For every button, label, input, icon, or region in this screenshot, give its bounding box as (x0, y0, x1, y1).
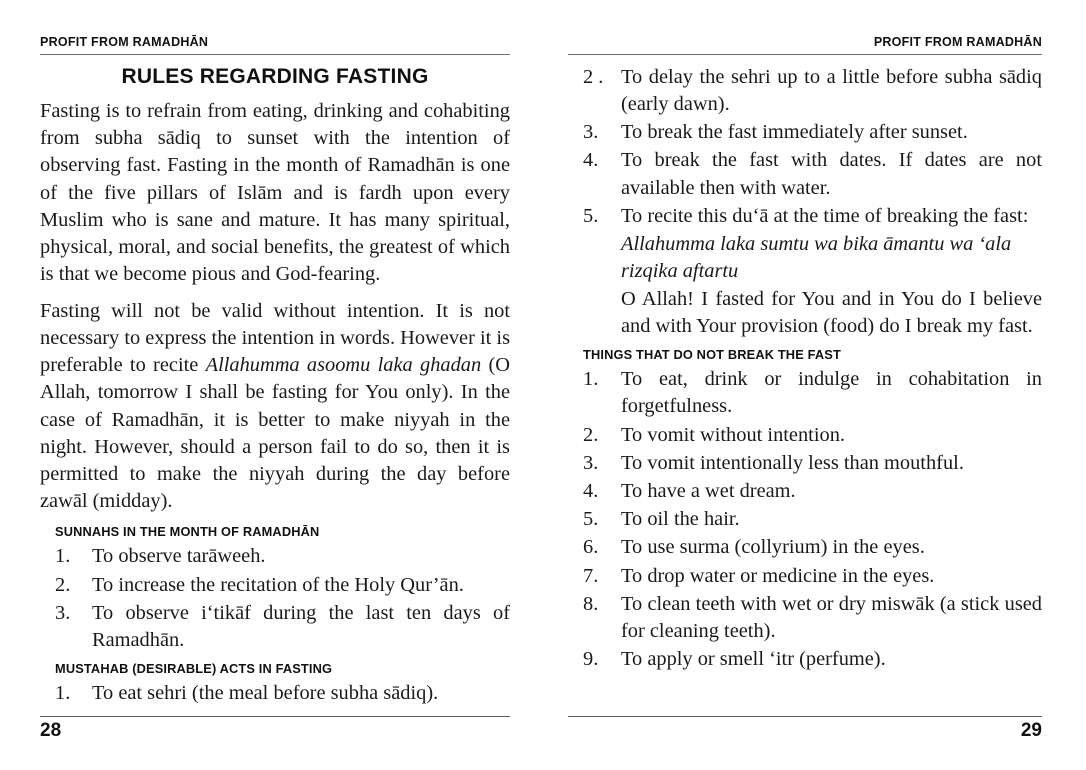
list-item-text: To drop water or medicine in the eyes. (621, 564, 935, 587)
list-item-text: To increase the recitation of the Holy Qur’ān. (92, 573, 464, 596)
sunnahs-list (40, 543, 510, 654)
right-page-number: 29 (1020, 720, 1042, 742)
list-item-text: To break the fast immediately after sunset. (621, 121, 968, 144)
subheading-mustahab: MUSTAHAB (DESIRABLE) ACTS IN FASTING (55, 661, 333, 677)
list-item-number: 3. (55, 601, 71, 624)
list-item-text: To apply or smell ‘itr (perfume). (621, 648, 886, 671)
list-item-number: 5. (583, 204, 599, 227)
list-item-text: To break the fast with dates. If dates are not available then with water. (621, 149, 1042, 199)
list-item-text: To observe i‘tikāf during the last ten days of Ramadhān. (92, 601, 510, 652)
list-item (568, 506, 1042, 533)
list-item-number: 4. (583, 149, 599, 172)
list-item (40, 572, 510, 599)
paragraph-1: Fasting is to refrain from eating, drinking and cohabiting from subha sādiq to sunset with the intention of observing fast. Fasting in the month of Ramadhān is one of the five pillars of Islām and is fardh upon every Muslim who is sane and mature. It has many spiritual, physical, moral, and social benefits, the greatest of which is that we become pious and God-fearing. (40, 99, 510, 286)
list-item-text: To eat, drink or indulge in cohabitation in forgetfulness. (621, 368, 1042, 418)
list-item-number: 1. (55, 545, 71, 568)
dua-block (621, 231, 1042, 340)
list-item-text: To vomit without intention. (621, 423, 845, 446)
list-item-text: To clean teeth with wet or dry miswāk (a stick used for cleaning teeth). (621, 592, 1042, 643)
things-that-do-not-break-fast-list (568, 366, 1042, 674)
dua-transliteration: Allahumma laka sumtu wa bika āmantu wa ‘ala rizqika aftartu (621, 233, 1012, 283)
list-item-text: To oil the hair. (621, 508, 740, 531)
list-item-text: To eat sehri (the meal before subha sādiq). (92, 682, 439, 705)
list-item (568, 646, 1042, 673)
list-item-text: To delay the sehri up to a little before subha sādiq (early dawn). (621, 65, 1042, 115)
list-item-number: 5. (583, 508, 599, 531)
list-item-number: 2 . (583, 65, 604, 88)
list-item-text: To use surma (collyrium) in the eyes. (621, 536, 925, 559)
list-item-number: 1. (583, 368, 599, 391)
left-column-body (40, 55, 510, 716)
list-item-number: 3. (583, 451, 599, 474)
list-item-number: 2. (583, 423, 599, 446)
chapter-title: RULES REGARDING FASTING (121, 64, 429, 88)
list-item-number: 3. (583, 121, 599, 144)
list-item (40, 680, 510, 707)
paragraph-2 (40, 298, 510, 516)
paragraph-2-before-italic: Fasting will not be valid without intention. It is not necessary to express the intention in words. However it is preferable to recite (40, 299, 511, 377)
right-footer-rule (568, 716, 1042, 717)
right-page (543, 0, 1086, 770)
list-item-number: 9. (583, 648, 599, 671)
list-item-number: 7. (583, 564, 599, 587)
list-item-text: To have a wet dream. (621, 480, 796, 503)
list-item-number: 6. (583, 536, 599, 559)
list-item-number: 2. (55, 573, 71, 596)
list-item (568, 119, 1042, 146)
list-item (568, 478, 1042, 505)
subheading-sunnahs: SUNNAHS IN THE MONTH OF RAMADHĀN (55, 524, 320, 540)
subheading-things-that-do-not-break-the-fast: THINGS THAT DO NOT BREAK THE FAST (583, 347, 841, 363)
list-item-text: To recite this du‘ā at the time of breaking the fast: (621, 204, 1029, 227)
list-item (568, 422, 1042, 449)
paragraph-2-italic-phrase: Allahumma asoomu laka ghadan (205, 354, 482, 377)
list-item (568, 534, 1042, 561)
mustahab-list (40, 680, 510, 707)
left-footer-rule (40, 716, 510, 717)
list-item-text: To vomit intentionally less than mouthful. (621, 451, 964, 474)
list-item (568, 563, 1042, 590)
list-item (568, 147, 1042, 201)
list-item (568, 591, 1042, 645)
list-item-number: 8. (583, 592, 599, 615)
dua-translation: O Allah! I fasted for You and in You do I believe and with Your provision (food) do I break my fast. (621, 287, 1042, 337)
list-item-text: To observe tarāweeh. (92, 545, 266, 568)
left-page-footer (40, 716, 510, 770)
left-page-number: 28 (40, 720, 62, 742)
right-page-footer (568, 716, 1042, 770)
left-running-head: PROFIT FROM RAMADHĀN (40, 35, 209, 49)
list-item (568, 450, 1042, 477)
list-item (568, 366, 1042, 420)
right-column-body (568, 55, 1042, 716)
list-item (568, 64, 1042, 118)
mustahab-list-continued (568, 64, 1042, 340)
paragraph-2-after-italic: (O Allah, tomorrow I shall be fasting for You only). In the case of Ramadhān, it is better to make niyyah in the night. However, should a person fail to do so, then it is permitted to make the niyyah during the day before zawāl (midday). (40, 354, 510, 513)
list-item-number: 1. (55, 682, 71, 705)
right-running-head: PROFIT FROM RAMADHĀN (873, 35, 1042, 49)
list-item (40, 600, 510, 654)
list-item-number: 4. (583, 480, 599, 503)
list-item (40, 543, 510, 570)
list-item (568, 203, 1042, 340)
